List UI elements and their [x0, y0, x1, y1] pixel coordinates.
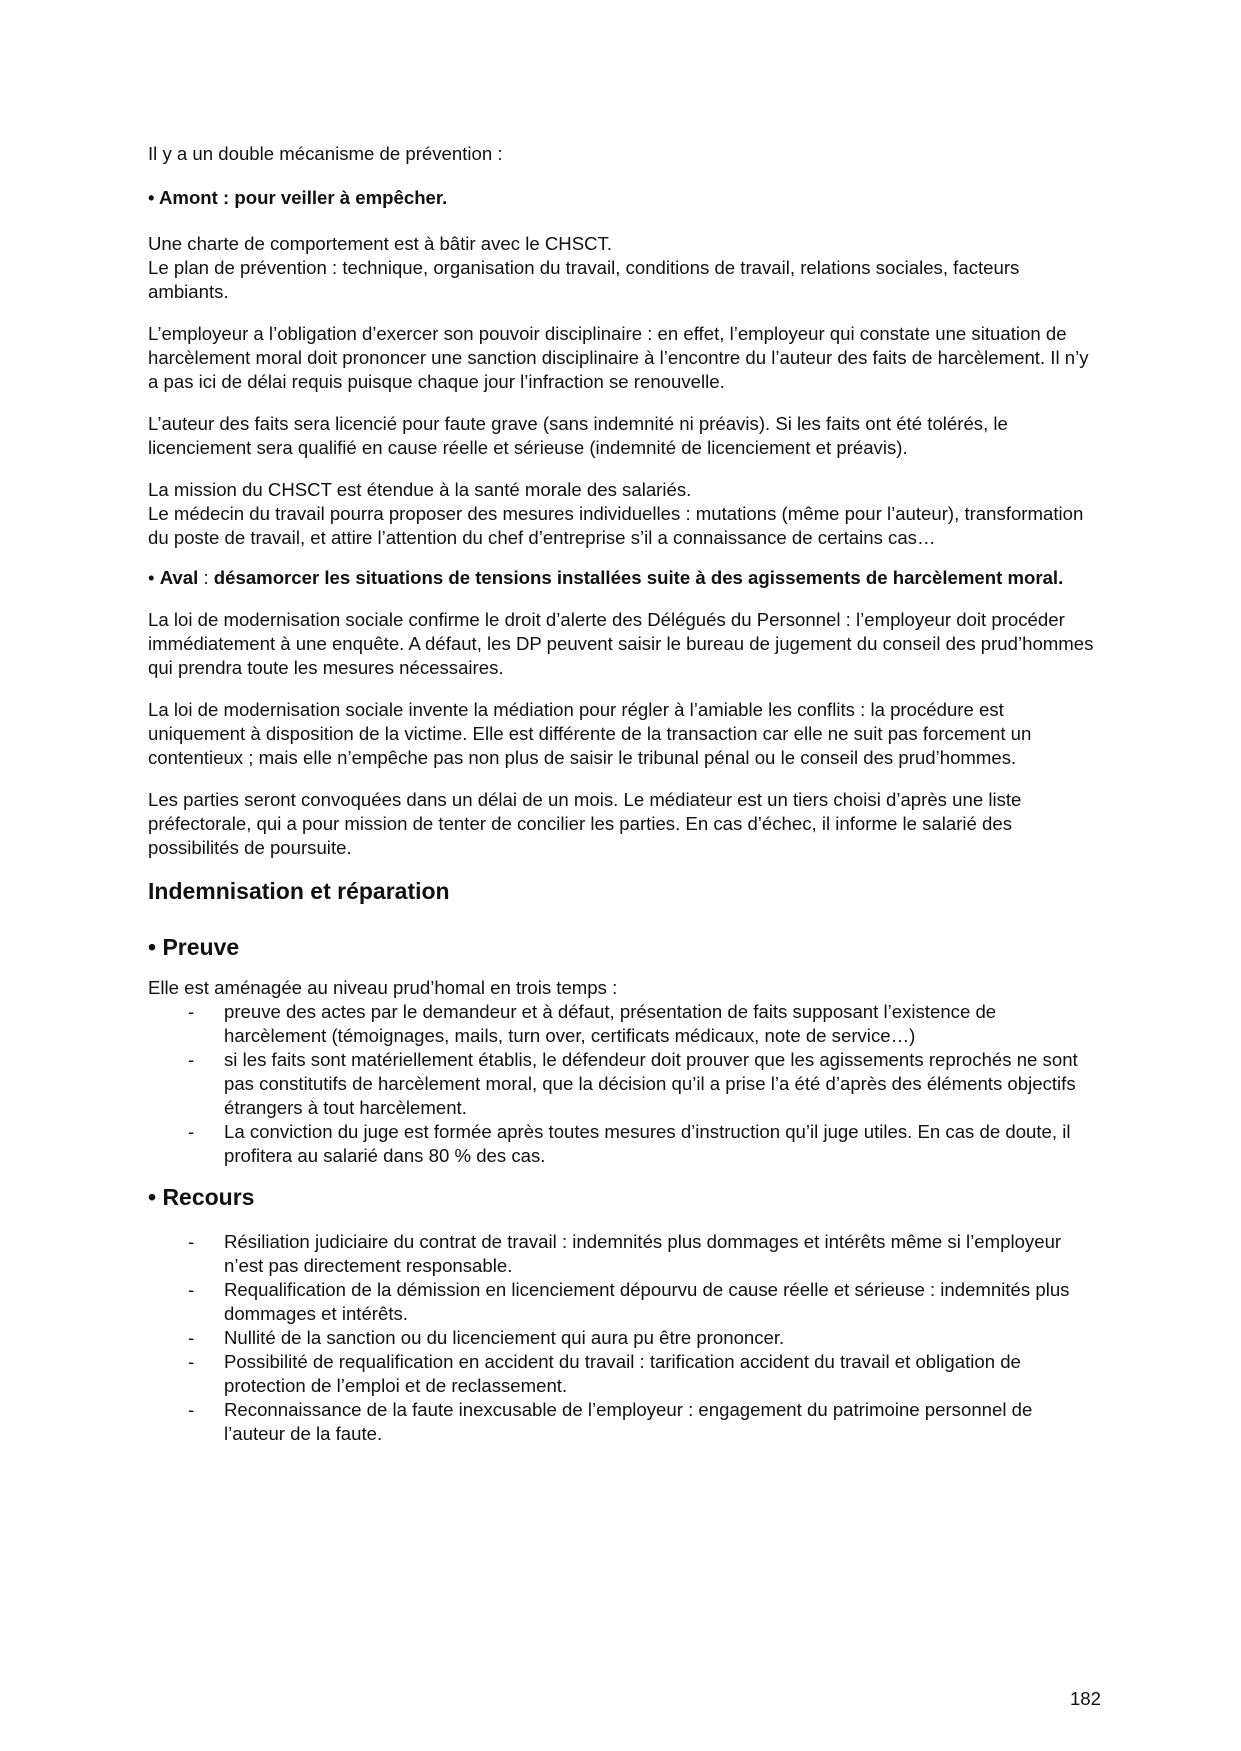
convocation-paragraph: Les parties seront convoquées dans un délai de un mois. Le médiateur est un tiers choisi d’après une liste préfectorale, qui a pour mission de tenter de concilier les parties. En cas d’échec, il informe le salarié des possibilités de poursuite.: [148, 789, 1022, 858]
charte-line: Une charte de comportement est à bâtir avec le CHSCT.: [148, 233, 613, 254]
recours-list: [148, 1230, 1098, 1446]
page-number: 182: [1069, 1688, 1101, 1709]
plan-prevention-line: Le plan de prévention : technique, organisation du travail, conditions de travail, relations sociales, facteurs ambiants.: [148, 257, 1020, 302]
list-item: - Nullité de la sanction ou du licenciement qui aura pu être prononcer.: [148, 1326, 1098, 1350]
list-item: - La conviction du juge est formée après toutes mesures d’instruction qu’il juge utiles. En cas de doute, il profitera au salarié dans 80 % des cas.: [148, 1120, 1098, 1168]
droit-alerte-paragraph: La loi de modernisation sociale confirme le droit d’alerte des Délégués du Personnel : l’employeur doit procéder immédiatement à une enquête. A défaut, les DP peuvent saisir le bureau de jugement du conseil des prud’hommes qui prendra toute les mesures nécessaires.: [148, 609, 1094, 678]
licenciement-paragraph: L’auteur des faits sera licencié pour faute grave (sans indemnité ni préavis). Si les faits ont été tolérés, le licenciement sera qualifié en cause réelle et sérieuse (indemnité de licenciement et préavis).: [148, 413, 1008, 458]
list-item: - si les faits sont matériellement établis, le défendeur doit prouver que les agissements reprochés ne sont pas constitutifs de harcèlement moral, que la décision qu’il a prise l’a été d’après des éléments objectifs étrangers à tout harcèlement.: [148, 1048, 1098, 1120]
preuve-heading: • Preuve: [148, 934, 240, 960]
list-item: - preuve des actes par le demandeur et à défaut, présentation de faits supposant l’existence de harcèlement (témoignages, mails, turn over, certificats médicaux, note de service…): [148, 1000, 1098, 1048]
aval-label: Aval: [159, 567, 199, 588]
preuve-list: [148, 1000, 1098, 1168]
chsct-mission-line: La mission du CHSCT est étendue à la santé morale des salariés.: [148, 479, 692, 500]
intro-paragraph: Il y a un double mécanisme de prévention :: [148, 143, 503, 164]
list-item: - Requalification de la démission en licenciement dépourvu de cause réelle et sérieuse : indemnités plus dommages et intérêts.: [148, 1278, 1098, 1326]
aval-separator: :: [198, 567, 214, 588]
aval-heading: [148, 566, 1098, 590]
preuve-intro: Elle est aménagée au niveau prud’homal en trois temps :: [148, 977, 618, 998]
medecin-travail-paragraph: Le médecin du travail pourra proposer des mesures individuelles : mutations (même pour l’auteur), transformation du poste de travail, et attire l’attention du chef d’entreprise s’il a connaissance de certains cas…: [148, 503, 1084, 548]
mediation-paragraph: La loi de modernisation sociale invente la médiation pour régler à l’amiable les conflits : la procédure est uniquement à disposition de la victime. Elle est différente de la transaction car elle ne suit pas forcement un contentieux ; mais elle n’empêche pas non plus de saisir le tribunal pénal ou le conseil des prud’hommes.: [148, 699, 1032, 768]
document-page: [148, 143, 1098, 1446]
aval-text: désamorcer les situations de tensions installées suite à des agissements de harcèlement moral.: [213, 567, 1064, 588]
aval-bullet: •: [148, 567, 160, 588]
list-item: - Reconnaissance de la faute inexcusable de l’employeur : engagement du patrimoine personnel de l’auteur de la faute.: [148, 1398, 1098, 1446]
pouvoir-disciplinaire-paragraph: L’employeur a l’obligation d’exercer son pouvoir disciplinaire : en effet, l’employeur qui constate une situation de harcèlement moral doit prononcer une sanction disciplinaire à l’encontre du l’auteur des faits de harcèlement. Il n’y a pas ici de délai requis puisque chaque jour l’infraction se renouvelle.: [148, 323, 1089, 392]
recours-heading: • Recours: [148, 1184, 255, 1210]
section-title: Indemnisation et réparation: [148, 878, 450, 904]
list-item: - Résiliation judiciaire du contrat de travail : indemnités plus dommages et intérêts même si l’employeur n’est pas directement responsable.: [148, 1230, 1098, 1278]
amont-heading: • Amont : pour veiller à empêcher.: [148, 187, 448, 208]
list-item: - Possibilité de requalification en accident du travail : tarification accident du travail et obligation de protection de l’emploi et de reclassement.: [148, 1350, 1098, 1398]
